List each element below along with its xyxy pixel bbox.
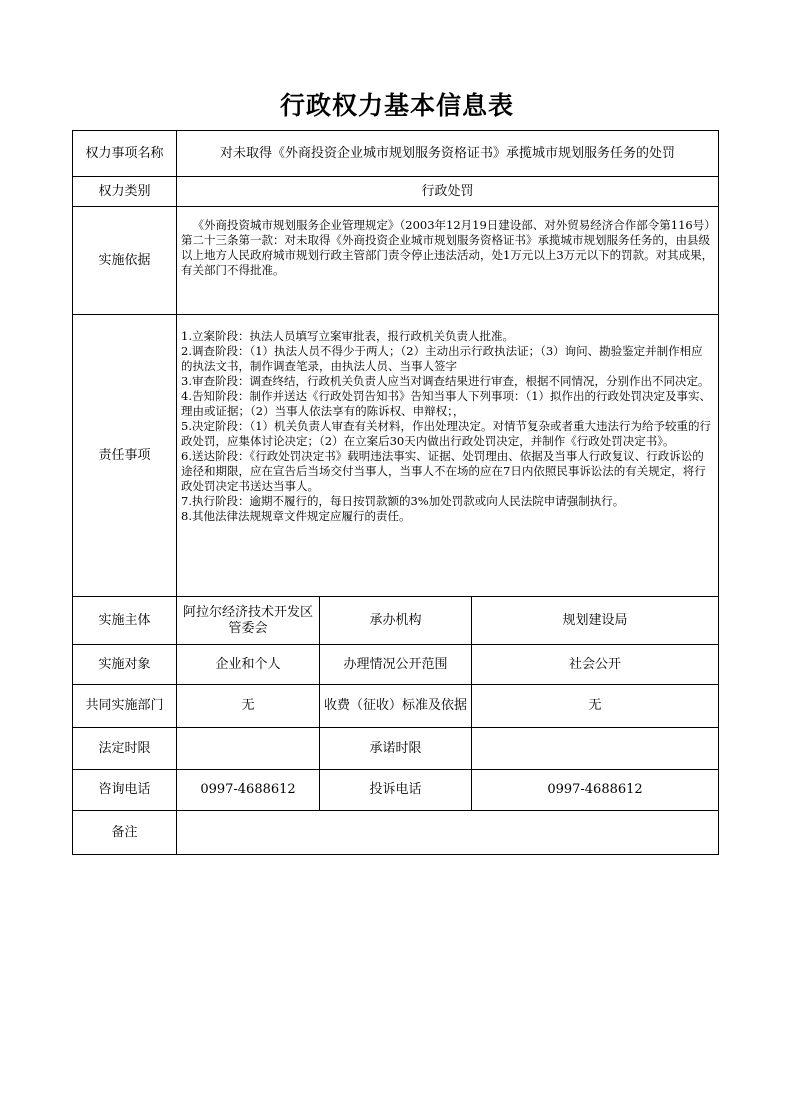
item-name-label: 权力事项名称 [73, 131, 177, 177]
dept-value: 无 [177, 685, 320, 728]
responsibility-line: 3.审查阶段：调查终结，行政机关负责人应当对调查结果进行审查，根据不同情况，分别作出不同决定。 [181, 374, 710, 388]
complaint-phone-label: 投诉电话 [320, 770, 472, 811]
agency-label: 承办机构 [320, 597, 472, 645]
legal-time-value [177, 728, 320, 770]
row-basis [73, 207, 719, 315]
item-name-value: 对未取得《外商投资企业城市规划服务资格证书》承揽城市规划服务任务的处罚 [177, 131, 719, 177]
row-phone [73, 770, 719, 811]
remark-label: 备注 [73, 811, 177, 855]
basis-label: 实施依据 [73, 207, 177, 315]
row-subject [73, 597, 719, 645]
row-item-name [73, 131, 719, 177]
responsibility-line: 4.告知阶段：制作并送达《行政处罚告知书》告知当事人下列事项：（1）拟作出的行政处罚决定及事实、理由或证据；（2）当事人依法享有的陈诉权、申辩权；， [181, 389, 712, 418]
basis-paragraph: 第二十三条第一款：对未取得《外商投资企业城市规划服务资格证书》承揽城市规划服务任务的，由县级以上地方人民政府城市规划行政主管部门责令停止违法活动，处1万元以上3万元以下的罚款。对其成果，有关部门不得批准。 [181, 233, 714, 277]
promise-time-label: 承诺时限 [320, 728, 472, 770]
subject-value: 阿拉尔经济技术开发区管委会 [177, 597, 320, 645]
subject-label: 实施主体 [73, 597, 177, 645]
fee-label: 收费（征收）标准及依据 [320, 685, 472, 728]
legal-time-label: 法定时限 [73, 728, 177, 770]
disclosure-label: 办理情况公开范围 [320, 645, 472, 685]
responsibility-line: 2.调查阶段：（1）执法人员不得少于两人；（2）主动出示行政执法证；（3）询问、勘验鉴定并制作相应的执法文书，制作调查笔录，由执法人员、当事人签字 [181, 344, 703, 373]
responsibility-line: 8.其他法律法规规章文件规定应履行的责任。 [181, 509, 411, 523]
responsibility-line: 5.决定阶段：（1）机关负责人审查有关材料，作出处理决定。对情节复杂或者重大违法行为给予较重的行政处罚，应集体讨论决定；（2）在立案后30天内做出行政处罚决定，并制作《行政处罚决定书》。 [181, 419, 712, 448]
remark-value [177, 811, 719, 855]
target-value: 企业和个人 [177, 645, 320, 685]
responsibility-label: 责任事项 [73, 315, 177, 597]
row-category [73, 177, 719, 207]
responsibility-line: 6.送达阶段：《行政处罚决定书》载明违法事实、证据、处罚理由、依据及当事人行政复议、行政诉讼的途径和期限，应在宣告后当场交付当事人，当事人不在场的应在7日内依照民事诉讼法的有关规定，将行政处罚决定书送达当事人。 [181, 449, 706, 493]
page-title: 行政权力基本信息表 [279, 91, 514, 120]
responsibility-value [177, 315, 719, 597]
agency-value: 规划建设局 [472, 597, 719, 645]
row-remark [73, 811, 719, 855]
consult-phone-label: 咨询电话 [73, 770, 177, 811]
complaint-phone-value: 0997-4688612 [472, 770, 719, 811]
info-table [72, 130, 719, 855]
category-label: 权力类别 [73, 177, 177, 207]
responsibility-line: 1.立案阶段：执法人员填写立案审批表，报行政机关负责人批准。 [181, 329, 514, 343]
dept-label: 共同实施部门 [73, 685, 177, 728]
target-label: 实施对象 [73, 645, 177, 685]
consult-phone-value: 0997-4688612 [177, 770, 320, 811]
promise-time-value [472, 728, 719, 770]
responsibility-line: 7.执行阶段：逾期不履行的，每日按罚款额的3%加处罚款或向人民法院申请强制执行。 [181, 494, 625, 508]
row-responsibility [73, 315, 719, 597]
basis-paragraph: 《外商投资城市规划服务企业管理规定》（2003年12月19日建设部、对外贸易经济合作部令第116号） [192, 218, 716, 232]
row-time-limit [73, 728, 719, 770]
row-dept [73, 685, 719, 728]
category-value: 行政处罚 [177, 177, 719, 207]
basis-value [177, 207, 719, 315]
fee-value: 无 [472, 685, 719, 728]
disclosure-value: 社会公开 [472, 645, 719, 685]
row-target [73, 645, 719, 685]
